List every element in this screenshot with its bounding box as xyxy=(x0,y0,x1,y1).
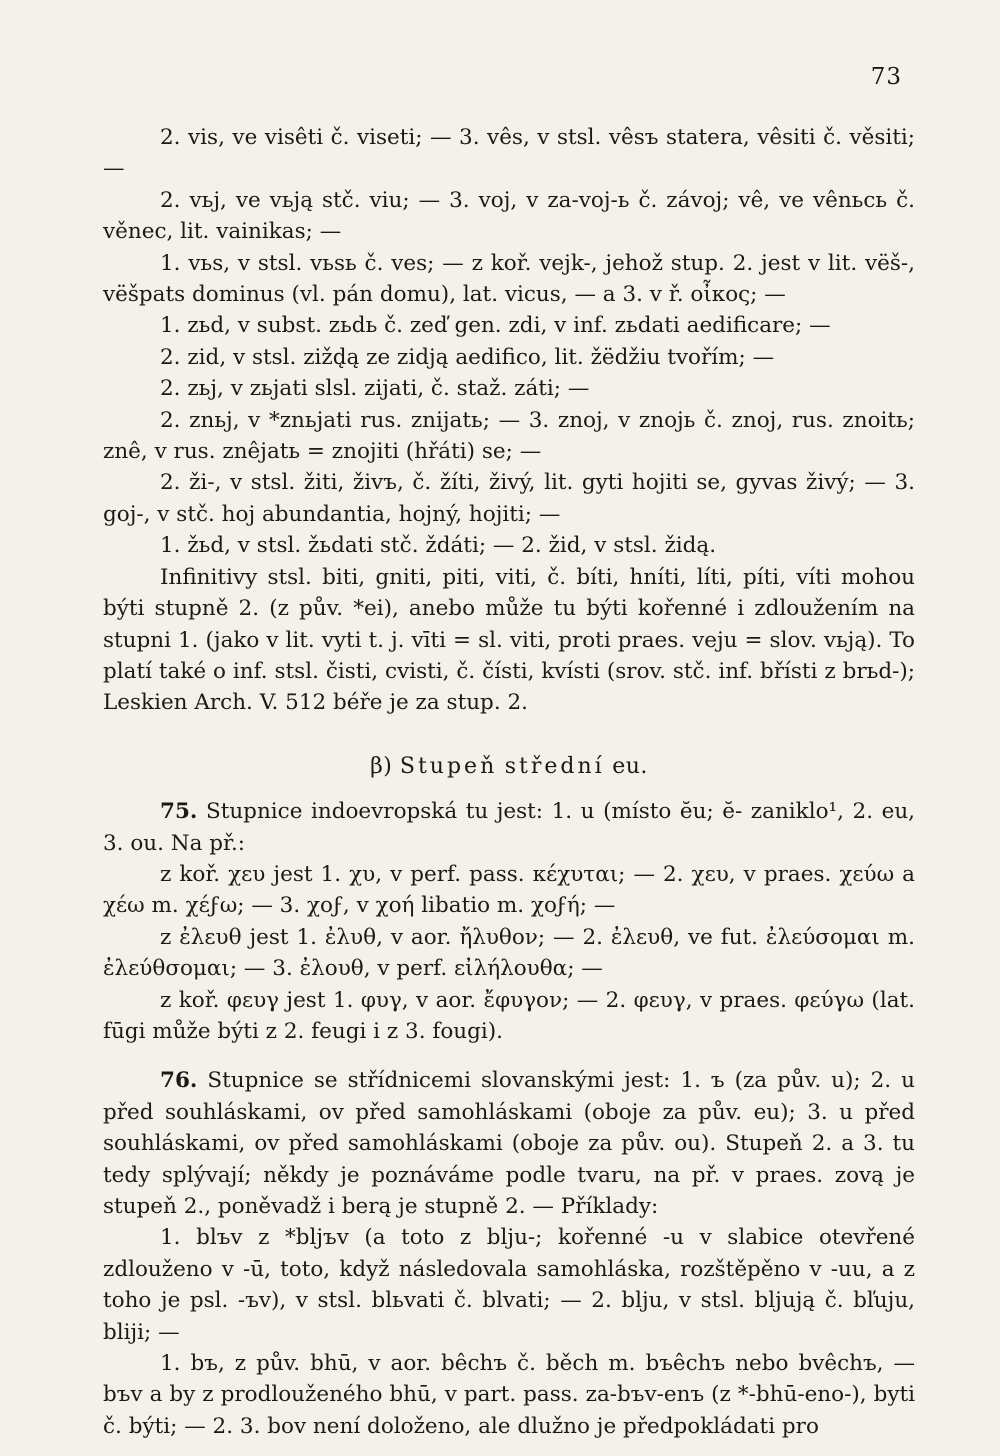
paragraph-number: 75. xyxy=(160,799,198,825)
paragraph: 2. zid, v stsl. zižd̨ą ze zidją aedifico, lit. žëdžiu tvořím; — xyxy=(160,344,775,370)
paragraph: 1. zьd, v subst. zьdь č. zeď gen. zdi, v inf. zьdati aedificare; — xyxy=(160,313,831,339)
paragraph: 1. vьs, v stsl. vьsь č. ves; — z koř. vejk-, jehož stup. 2. jest v lit. vëš-, vëšpats dominus (vl. pán domu), lat. vicus, — a 3. v ř. οἶκος; — xyxy=(103,250,915,308)
paragraph: 2. vis, ve visêti č. viseti; — 3. vês, v stsl. vêsъ statera, vêsiti č. věsiti; — xyxy=(103,125,915,182)
section-heading xyxy=(103,751,915,782)
paragraph: 2. ži-, v stsl. žiti, živъ, č. žíti, živý, lit. gyti hojiti se, gyvas živý; — 3. goj-, v stč. hoj abundantia, hojný, hojiti; — xyxy=(103,470,915,527)
page-number: 73 xyxy=(870,64,902,90)
paragraph: 2. vьj, ve vьją stč. viu; — 3. voj, v za-voj-ь č. závoj; vê, ve vênьcь č. věnec, lit. vainikas; — xyxy=(103,187,915,245)
paragraph-gap xyxy=(103,1047,915,1065)
paragraph: z koř. χευ jest 1. χυ, v perf. pass. κέχυται; — 2. χευ, v praes. χεύω a χέω m. χέϝω; — 3. χοϝ, v χοή libatio m. χοϝή; — xyxy=(103,861,915,919)
paragraph: 2. zьj, v zьjati slsl. zijati, č. staž. záti; — xyxy=(160,376,590,402)
paragraph: z ἐλευθ jest 1. ἐλυθ, v aor. ἤλυθον; — 2. ἐλευθ, ve fut. ἐλεύσομαι m. ἐλεύθσομαι; — 3. ἐλουθ, v perf. εἰλήλουθα; — xyxy=(103,924,915,982)
paragraph-text: Stupnice se střídnicemi slovanskými jest: 1. ъ (za pův. u); 2. u před souhláskami, ov před samohláskami (oboje za pův. eu); 3. u před souhláskami, ov před samohláskami (oboje za pův. ou). Stupeň 2. a 3. tu tedy splývají; někdy je poznáváme podle tvaru, na př. v praes. zovą je stupeň 2., poněvadž i berą je stupně 2. — Příklady: xyxy=(103,1068,915,1219)
section-word: střední xyxy=(504,753,605,779)
section-prefix: β) xyxy=(370,753,393,779)
paragraph: 1. bъ, z pův. bhū, v aor. bêchъ č. běch m. bъêchъ nebo bvêchъ, — bъv a by z prodlouženého bhū, v part. pass. za-bъv-enъ (z *-bhū-eno-), byti č. býti; — 2. 3. bov není doloženo, ale dlužno je předpokládati pro xyxy=(103,1351,915,1439)
paragraph: z koř. φευγ jest 1. φυγ, v aor. ἔφυγον; — 2. φευγ, v praes. φεύγω (lat. fūgi může býti z 2. feugi i z 3. fougi). xyxy=(103,987,915,1044)
paragraph: 1. žьd, v stsl. žьdati stč. ždáti; — 2. žid, v stsl. židą. xyxy=(160,533,717,559)
paragraph-text: Stupnice indoevropská tu jest: 1. u (místo ĕu; ĕ- zaniklo¹, 2. eu, 3. ou. Na př.: xyxy=(103,799,915,856)
paragraph-76 xyxy=(103,1065,915,1222)
paragraph: Infinitivy stsl. biti, gniti, piti, viti, č. bíti, hníti, líti, píti, víti mohou býti stupně 2. (z pův. *ei), anebo může tu býti kořenné i zdloužením na stupni 1. (jako v lit. vyti t. j. vīti = sl. viti, proti praes. veju = slov. vьją). To platí také o inf. stsl. čisti, cvisti, č. čísti, kvísti (srov. stč. inf. břísti z brьd-); Leskien Arch. V. 512 béře je za stup. 2. xyxy=(103,564,915,716)
paragraph: 2. znьj, v *znьjati rus. znijatь; — 3. znoj, v znojь č. znoj, rus. znoitь; znê, v rus. znêjatь = znojiti (hřáti) se; — xyxy=(103,407,915,465)
paragraph-75 xyxy=(103,796,915,859)
body-text xyxy=(103,122,915,1442)
paragraph: 1. blъv z *bljъv (a toto z blju-; kořenné -u v slabice otevřené zdlouženo v -ū, toto, když následovala samohláska, rozštěpěno v -uu, a z toho je psl. -ъv), v stsl. blьvati č. blvati; — 2. blju, v stsl. bljują č. bľuju, bliji; — xyxy=(103,1225,915,1345)
section-word: Stupeň xyxy=(399,753,498,779)
paragraph-number: 76. xyxy=(160,1068,198,1094)
section-word: eu. xyxy=(612,753,648,779)
